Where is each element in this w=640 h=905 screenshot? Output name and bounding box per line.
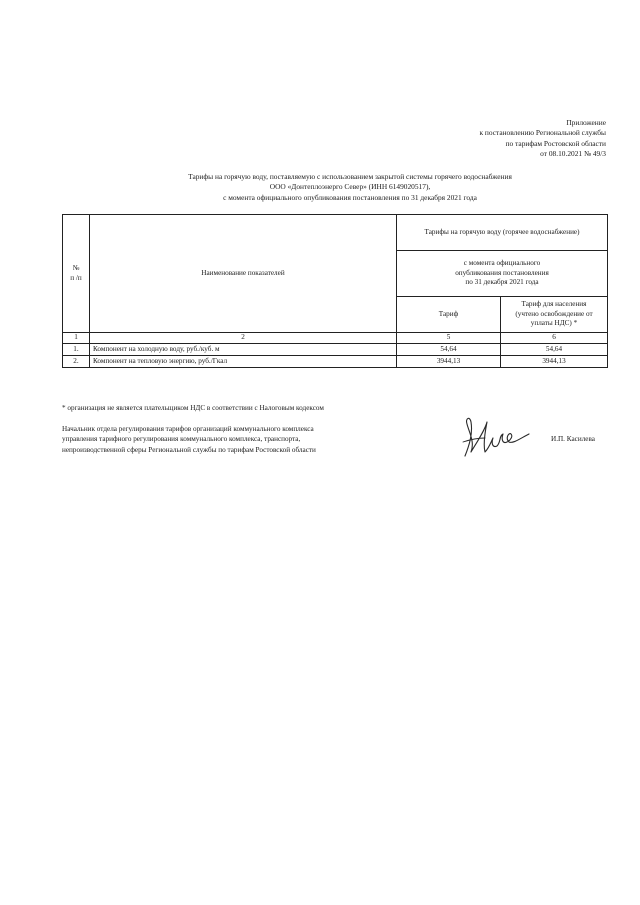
row-num: 1. xyxy=(63,344,90,356)
header-num-sub-label: п /п xyxy=(70,273,82,282)
title-line: Тарифы на горячую воду, поставляемую с использованием закрытой системы горячего водоснабжения xyxy=(188,172,512,181)
title-line: с момента официального опубликования постановления по 31 декабря 2021 года xyxy=(223,192,477,202)
index-row xyxy=(63,333,608,344)
position-line: управления тарифного регулирования коммунального комплекса, транспорта, xyxy=(62,435,301,444)
header-period xyxy=(397,251,608,297)
header-tariff: Тариф xyxy=(397,297,501,333)
row-tariff: 54,64 xyxy=(397,344,501,356)
index-cell: 5 xyxy=(397,333,501,344)
tariff-table xyxy=(62,214,608,368)
official-name: И.П. Касилева xyxy=(551,435,595,443)
table-row xyxy=(63,356,608,368)
row-num: 2. xyxy=(63,356,90,368)
table-row xyxy=(63,344,608,356)
appendix-line: по тарифам Ростовской области xyxy=(505,138,606,148)
header-tariff-population xyxy=(501,297,608,333)
footnote: * организация не является плательщиком НДС в соответствии с Налоговым кодексом xyxy=(62,404,324,412)
appendix-line: Приложение xyxy=(566,118,606,127)
row-tariff-population: 54,64 xyxy=(501,344,608,356)
document-title xyxy=(60,172,640,203)
row-tariff: 3944,13 xyxy=(397,356,501,368)
header-tariff-pop-line: Тариф для населения xyxy=(521,300,587,309)
index-cell: 1 xyxy=(63,333,90,344)
index-cell: 6 xyxy=(501,333,608,344)
header-group: Тарифы на горячую воду (горячее водоснабжение) xyxy=(397,215,608,251)
index-cell: 2 xyxy=(90,333,397,344)
position-line: Начальник отдела регулирования тарифов организаций коммунального комплекса xyxy=(62,425,314,433)
official-position xyxy=(62,424,316,455)
appendix-line: к постановлению Региональной службы xyxy=(479,128,606,138)
header-name: Наименование показателей xyxy=(90,215,397,333)
header-tariff-pop-line: (учтено освобождение от xyxy=(515,309,593,318)
row-name: Компонент на холодную воду, руб./куб. м xyxy=(90,344,397,356)
appendix-line: от 08.10.2021 № 49/3 xyxy=(540,149,606,159)
header-tariff-pop-line: уплаты НДС) * xyxy=(530,319,578,328)
header-num-label: № xyxy=(72,263,80,272)
header-period-line: по 31 декабря 2021 года xyxy=(465,278,539,287)
handwritten-signature xyxy=(455,412,535,462)
header-period-line: опубликования постановления xyxy=(455,268,549,277)
title-line: ООО «Донтеплоэнерго Север» (ИНН 6149020517), xyxy=(269,182,431,192)
row-tariff-population: 3944,13 xyxy=(501,356,608,368)
header-period-line: с момента официального xyxy=(463,259,541,268)
appendix-block xyxy=(479,118,606,160)
header-num xyxy=(63,215,90,333)
position-line: непроизводственной сферы Региональной службы по тарифам Ростовской области xyxy=(62,445,316,454)
row-name: Компонент на тепловую энергию, руб./Гкал xyxy=(90,356,397,368)
